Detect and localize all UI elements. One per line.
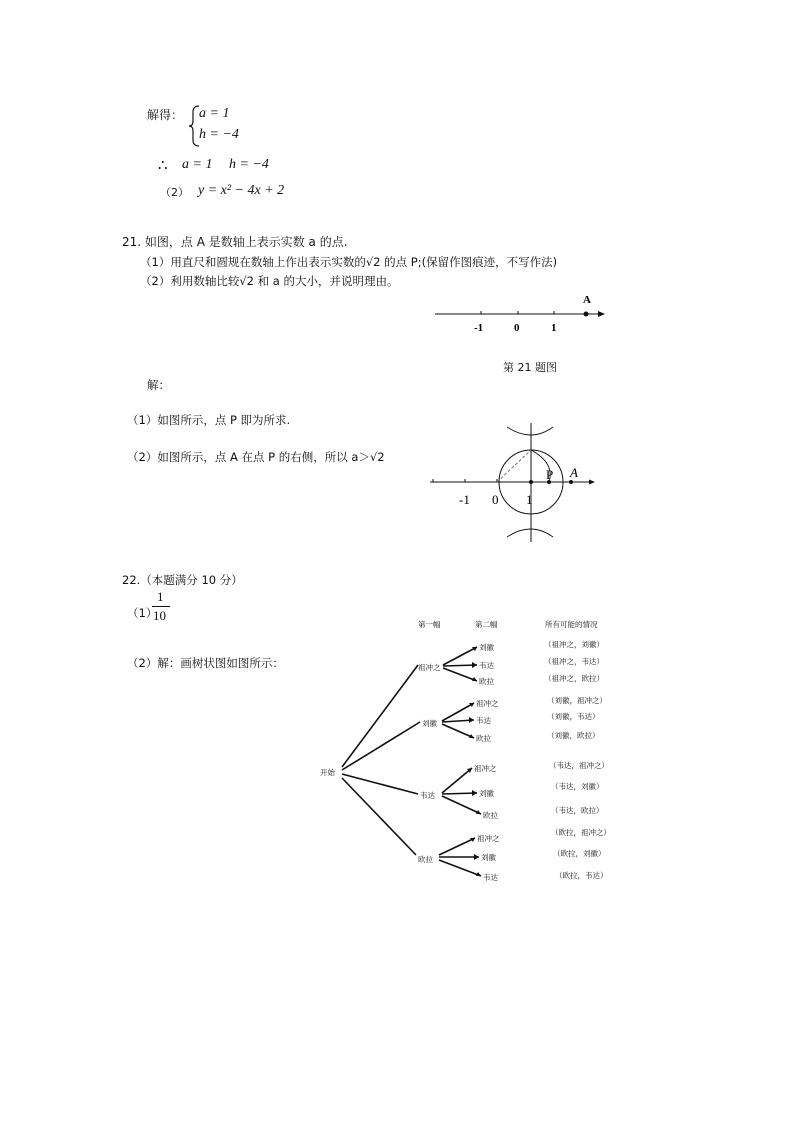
q21-title: 21. 如图，点 A 是数轴上表示实数 a 的点.	[122, 235, 348, 249]
leaf-1-1: 刘徽	[479, 643, 494, 652]
leaf-3-3: 欧拉	[483, 811, 498, 820]
leaf-2-2: 韦达	[476, 716, 491, 725]
part2-label: （2）	[160, 186, 189, 199]
outcome-4-1: （欧拉，祖冲之）	[551, 828, 611, 837]
leaf-2-3: 欧拉	[476, 734, 491, 743]
tick-label-0: 0	[514, 322, 520, 334]
q21-answer2: （2）如图所示，点 A 在点 P 的右侧，所以 a＞√2	[127, 450, 385, 464]
leaf-4-2: 刘徽	[481, 853, 496, 862]
outcome-3-2: （韦达，刘徽）	[551, 782, 604, 791]
result-a: a = 1	[182, 157, 213, 172]
leaf-1-2: 韦达	[479, 661, 494, 670]
edge-4-3	[439, 860, 481, 876]
figure-caption: 第 21 题图	[503, 361, 557, 374]
leaf-1-3: 欧拉	[479, 677, 494, 686]
edge-4-1	[439, 838, 475, 855]
edge-2-3	[442, 724, 474, 738]
edge-root-1	[342, 665, 418, 767]
outcome-2-3: （刘徽，欧拉）	[547, 731, 600, 740]
tick-label-neg1: -1	[474, 322, 484, 334]
leaf-4-1: 祖冲之	[477, 834, 500, 843]
edge-1-3	[443, 668, 477, 681]
edge-root-4	[342, 778, 416, 855]
tick-label-1: 1	[551, 322, 557, 334]
edge-1-1	[443, 647, 477, 665]
outcome-4-3: （欧拉，韦达）	[555, 871, 608, 880]
outcome-1-2: （祖冲之，韦达）	[544, 657, 604, 666]
q22-part1-label: （1）	[127, 606, 158, 620]
edge-1-2	[443, 665, 477, 666]
arrowhead-icon	[474, 854, 479, 860]
leaf-2-1: 祖冲之	[476, 699, 499, 708]
outcome-1-3: （祖冲之，欧拉）	[544, 674, 604, 683]
outcome-1-1: （祖冲之，刘徽）	[544, 640, 604, 649]
point-a-dot-2	[569, 480, 573, 484]
outcome-3-1: （韦达，祖冲之）	[549, 761, 609, 770]
col-header-first: 第一幅	[418, 620, 441, 629]
therefore-symbol: ∴	[158, 156, 168, 174]
arrowhead-icon	[469, 717, 474, 723]
leaf-3-2: 刘徽	[479, 789, 494, 798]
leaf-4-3: 韦达	[483, 873, 498, 882]
part2-equation: y = x² − 4x + 2	[198, 183, 285, 198]
edge-3-2	[442, 793, 477, 794]
q21-part1: （1）用直尺和圆规在数轴上作出表示实数的√2 的点 P;(保留作图痕迹，不写作法)	[140, 255, 558, 269]
point-a-label: A	[583, 294, 591, 306]
arrowhead-icon	[472, 790, 477, 796]
c-label-0: 0	[492, 492, 499, 507]
point-a-dot	[584, 312, 589, 317]
fraction-numerator: 1	[157, 589, 164, 604]
c-label-a: A	[570, 465, 578, 480]
edge-root-2	[342, 722, 420, 770]
leaf-3-1: 祖冲之	[474, 764, 497, 773]
edge-3-3	[442, 796, 481, 814]
col-header-second: 第二幅	[475, 620, 498, 629]
outcome-4-2: （欧拉，刘徽）	[553, 849, 606, 858]
q21-part2: （2）利用数轴比较√2 和 a 的大小，并说明理由。	[140, 274, 399, 288]
outcome-2-2: （刘徽，韦达）	[547, 712, 600, 721]
solve-label: 解得：	[147, 108, 184, 122]
construction-arrow-icon	[589, 480, 595, 485]
c-label-neg1: -1	[459, 492, 470, 507]
fraction-bar	[152, 606, 170, 607]
c-label-p: P	[546, 467, 554, 482]
system-eq-a: a = 1	[199, 106, 230, 121]
fraction-denominator: 10	[153, 608, 166, 623]
construction-figure	[425, 415, 605, 550]
outcome-3-3: （韦达，欧拉）	[551, 806, 604, 815]
number-line-figure	[430, 290, 610, 340]
tree-diagram	[315, 610, 645, 882]
q22-title: 22.（本题满分 10 分）	[122, 573, 243, 587]
c-label-1: 1	[526, 492, 533, 507]
arrowhead-icon	[472, 662, 477, 668]
branch-4: 欧拉	[418, 855, 433, 864]
outcome-2-1: （刘徽，祖冲之）	[547, 696, 607, 705]
axis-arrow-icon	[598, 311, 605, 317]
system-eq-h: h = −4	[199, 127, 239, 142]
q21-answer1: （1）如图所示，点 P 即为所求.	[127, 413, 291, 427]
result-h: h = −4	[229, 157, 269, 172]
point-one-dot	[529, 480, 533, 484]
edge-3-1	[442, 768, 472, 793]
col-header-outcomes: 所有可能的情况	[545, 620, 598, 629]
branch-1: 祖冲之	[418, 663, 441, 672]
arc-bottom	[507, 529, 553, 537]
q21-answer-label: 解：	[147, 378, 170, 392]
branch-2: 刘徽	[422, 719, 437, 728]
tree-root: 开始	[320, 768, 335, 777]
branch-3: 韦达	[420, 791, 435, 800]
q22-part2: （2）解：画树状图如图所示：	[127, 656, 284, 670]
arc-top	[507, 427, 553, 435]
